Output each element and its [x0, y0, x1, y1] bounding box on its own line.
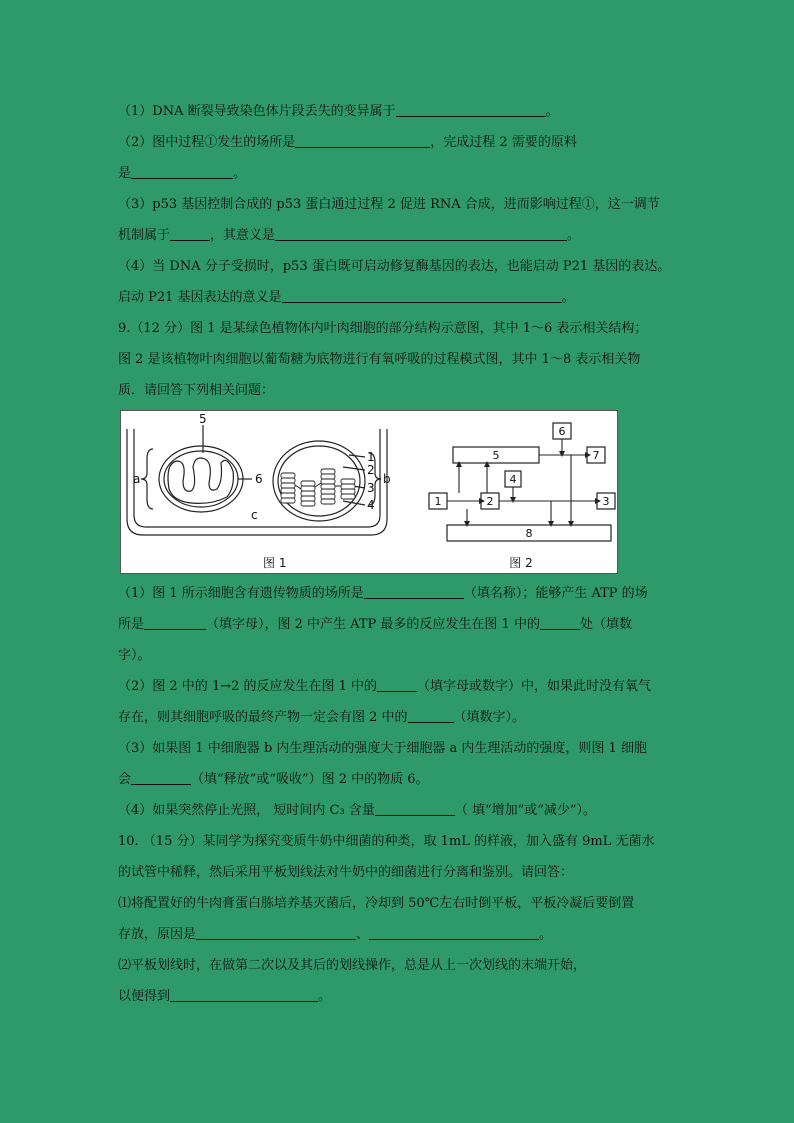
fig2-label-6: 6 — [558, 425, 566, 438]
answer-blank[interactable] — [144, 615, 206, 630]
q8-part2-line2-tail: 。 — [233, 166, 247, 181]
q8-part4-line1: （4）当 DNA 分子受损时，p53 蛋白既可启动修复酶基因的表达，也能启动 P21 基因的表达。 — [118, 259, 671, 274]
q9-sub2-mid: （填字母或数字）中，如果此时没有氧气 — [417, 679, 652, 694]
q9-sub4 — [118, 795, 678, 826]
fig1-label-a: a — [133, 472, 141, 486]
q10-stem-line2: 的试管中稀释，然后采用平板划线法对牛奶中的细菌进行分离和鉴别。请回答： — [118, 865, 574, 880]
q8-part3-mid: ，其意义是 — [210, 228, 276, 243]
q10-sub1-line2 — [118, 919, 678, 950]
q9-sub3-line2 — [118, 764, 678, 795]
answer-blank[interactable] — [131, 164, 233, 179]
q9-stem-line1: 9.（12 分）图 1 是某绿色植物体内叶肉细胞的部分结构示意图，其中 1～6 表示相关结构； — [118, 321, 648, 336]
q9-sub1-text: （1）图 1 所示细胞含有遗传物质的场所是 — [118, 586, 364, 601]
q8-part4-line2 — [118, 282, 678, 313]
answer-blank[interactable] — [396, 102, 546, 117]
leader-4 — [343, 501, 365, 505]
leader-2 — [343, 467, 365, 470]
q8-part2-line2-text: 是 — [118, 166, 132, 181]
q8-part4-text: 启动 P21 基因表达的意义是 — [118, 290, 282, 305]
q9-sub2-text: （2）图 2 中的 1→2 的反应发生在图 1 中的 — [118, 679, 378, 694]
q10-sub2-text: 以便得到 — [118, 989, 171, 1004]
q8-part3-line1: （3）p53 基因控制合成的 p53 蛋白通过过程 2 促进 RNA 合成，进而影响过程①，这一调节 — [118, 197, 660, 212]
fig1-label-4: 4 — [367, 498, 375, 512]
q8-part4-tail: 。 — [561, 290, 575, 305]
fig2-label-4: 4 — [509, 473, 517, 486]
q9-figure — [120, 410, 618, 574]
q9-sub4-text: （4）如果突然停止光照， 短时间内 C₃ 含量 — [118, 803, 375, 818]
answer-blank[interactable] — [375, 801, 455, 816]
q9-sub4-tail: （ 填“增加”或“减少”）。 — [454, 803, 597, 818]
mitochondrion-cristae — [168, 458, 233, 503]
q9-sub1-mid: （填名称）；能够产生 ATP 的场 — [463, 586, 648, 601]
fig1-caption: 图 1 — [263, 556, 287, 570]
fig1-label-5: 5 — [199, 412, 207, 426]
q8-part3-tail: 。 — [567, 228, 581, 243]
q10-sub2-tail: 。 — [318, 989, 332, 1004]
q9-sub2-line2 — [118, 702, 678, 733]
fig2-flow-diagram — [429, 423, 615, 541]
q9-sub2-line2-text: 存在，则其细胞呼吸的最终产物一定会有图 2 中的 — [118, 710, 408, 725]
fig2-label-1: 1 — [434, 495, 442, 508]
answer-blank[interactable] — [275, 226, 567, 241]
answer-blank[interactable] — [131, 770, 191, 785]
q9-sub3-tail: （填“释放”或“吸收”）图 2 中的物质 6。 — [191, 772, 429, 787]
answer-blank[interactable] — [196, 925, 356, 940]
q10-sub2-line1: ⑵平板划线时，在做第二次以及其后的划线操作，总是从上一次划线的末端开始， — [118, 958, 587, 973]
q10-sub1-line1: ⑴将配置好的牛肉膏蛋白胨培养基灭菌后，冷却到 50℃左右时倒平板，平板冷凝后要倒置 — [118, 896, 635, 911]
bracket-a — [141, 449, 153, 509]
grana-stacks — [281, 469, 355, 506]
fig1-label-2: 2 — [367, 463, 375, 477]
q8-part1-tail: 。 — [545, 104, 559, 119]
q9-figure-svg — [121, 411, 617, 573]
fig1-label-1: 1 — [367, 450, 375, 464]
q9-sub1-line3: 字）。 — [118, 648, 151, 663]
q9-sub1-line2-text: 所是 — [118, 617, 145, 632]
q8-part2-text: （2）图中过程①发生的场所是 — [118, 135, 296, 150]
answer-blank[interactable] — [170, 226, 210, 241]
answer-blank[interactable] — [170, 987, 318, 1002]
fig2-label-8: 8 — [525, 527, 533, 540]
q9-sub1-line2-mid: （填字母），图 2 中产生 ATP 最多的反应发生在图 1 中的 — [206, 617, 540, 632]
q10-sub2-line2 — [118, 981, 678, 1012]
q9-sub3-line1: （3）如果图 1 中细胞器 b 内生理活动的强度大于细胞器 a 内生理活动的强度，则图 1 细胞 — [118, 741, 647, 756]
fig2-caption: 图 2 — [509, 556, 533, 570]
q9-sub3-text: 会 — [118, 772, 132, 787]
q10-sub1-text: 存放，原因是 — [118, 927, 197, 942]
q9-stem-line3: 质．请回答下列相关问题： — [118, 383, 275, 398]
leader-1 — [349, 455, 365, 457]
fig2-label-2: 2 — [486, 495, 494, 508]
q8-part3-line2 — [118, 220, 678, 251]
fig2-label-3: 3 — [602, 495, 610, 508]
mitochondrion-inner — [164, 451, 238, 507]
q9-sub1-line2 — [118, 609, 678, 640]
fig2-label-7: 7 — [592, 449, 600, 462]
q10-sub1-mid: 、 — [356, 927, 370, 942]
q9-sub2-line1 — [118, 671, 678, 702]
answer-blank[interactable] — [282, 288, 562, 303]
q8-part2-line2 — [118, 158, 678, 189]
q10-stem-line1: 10. （15 分）某同学为探究变质牛奶中细菌的种类，取 1mL 的样液，加入盛有 9mL 无菌水 — [118, 834, 655, 849]
fig1-label-6: 6 — [255, 472, 263, 486]
q8-part1-text: （1）DNA 断裂导致染色体片段丢失的变异属于 — [118, 104, 396, 119]
answer-blank[interactable] — [369, 925, 539, 940]
fig1-label-c: c — [251, 508, 258, 522]
fig1-label-b: b — [383, 472, 391, 486]
answer-blank[interactable] — [377, 677, 417, 692]
answer-blank[interactable] — [540, 615, 580, 630]
fig1-label-3: 3 — [367, 481, 375, 495]
exam-page — [118, 96, 678, 1012]
q9-sub1-line1 — [118, 578, 678, 609]
q10-sub1-tail: 。 — [539, 927, 553, 942]
q9-stem-line2: 图 2 是该植物叶肉细胞以葡萄糖为底物进行有氧呼吸的过程模式图，其中 1～8 表示相关物 — [118, 352, 641, 367]
mitochondrion-outer — [159, 446, 243, 512]
q8-part2-tail: ，完成过程 2 需要的原料 — [430, 135, 577, 150]
answer-blank[interactable] — [295, 133, 430, 148]
q9-sub2-line2-tail: （填数字）。 — [453, 710, 526, 725]
answer-blank[interactable] — [364, 584, 464, 599]
answer-blank[interactable] — [408, 708, 454, 723]
fig2-label-5: 5 — [492, 449, 500, 462]
q9-sub1-line2-tail: 处（填数 — [579, 617, 632, 632]
q8-part2-line1 — [118, 127, 678, 158]
q8-part1 — [118, 96, 678, 127]
q8-part3-text: 机制属于 — [118, 228, 171, 243]
